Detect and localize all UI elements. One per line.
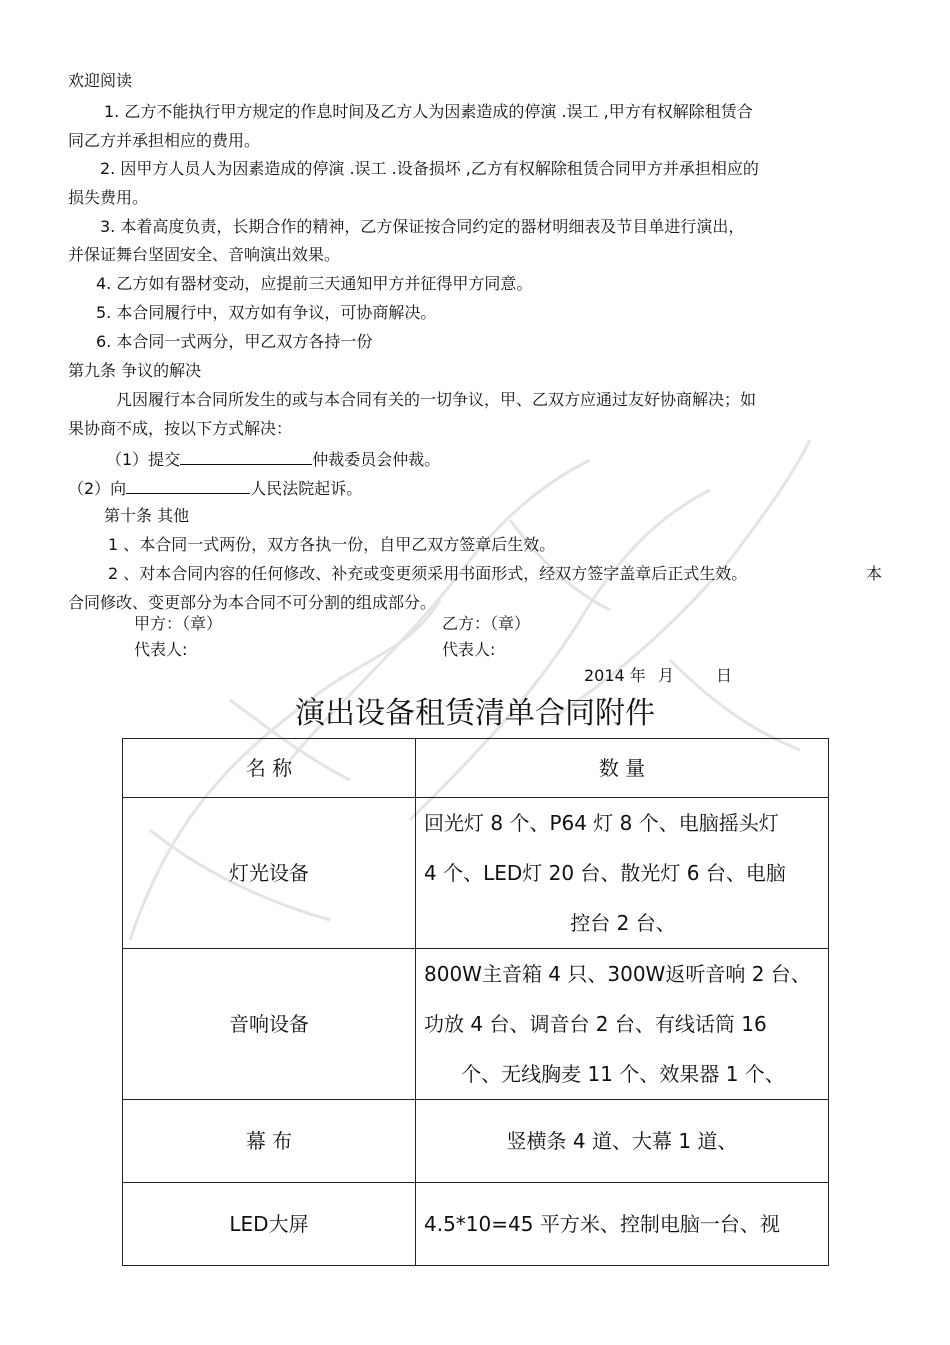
equipment-table	[122, 738, 829, 1266]
arbitration-blank	[180, 450, 312, 465]
row-lighting-quantity	[416, 798, 829, 949]
qty-line: 4 个、LED灯 20 台、散光灯 6 台、电脑	[424, 861, 786, 885]
sign-year: 2014 年	[584, 666, 646, 685]
sign-day: 日	[716, 666, 733, 685]
article-10-item-2-cont: 合同修改、变更部分为本合同不可分割的组成部分。	[68, 593, 437, 612]
table-row	[123, 1183, 829, 1266]
row-led-screen-quantity: 4.5*10=45 平方米、控制电脑一台、视	[416, 1183, 829, 1266]
qty-line: 控台 2 台、	[570, 911, 676, 935]
clause-6: 6. 本合同一式两分，甲乙双方各持一份	[96, 332, 373, 351]
party-a-seal: 甲方：（章）	[134, 614, 223, 633]
option-2-suffix: 人民法院起诉。	[250, 479, 363, 498]
qty-line: 功放 4 台、调音台 2 台、有线话筒 16	[424, 1012, 767, 1036]
clause-2-line-1: 2. 因甲方人员人为因素造成的停演 .误工 .设备损坏 ,乙方有权解除租赁合同甲方并承担相应的	[100, 159, 759, 178]
article-9-para-line-1: 凡因履行本合同所发生的或与本合同有关的一切争议，甲、乙双方应通过友好协商解决；如	[116, 390, 757, 409]
header-name: 名 称	[123, 739, 416, 798]
dispute-option-2	[68, 479, 362, 498]
table-header-row	[123, 739, 829, 798]
clause-1-line-2: 同乙方并承担相应的费用。	[68, 131, 261, 150]
article-9-para-line-2: 果协商不成，按以下方式解决：	[68, 419, 293, 438]
qty-line: 个、无线胸麦 11 个、效果器 1 个、	[461, 1062, 785, 1086]
option-2-prefix: （2）向	[68, 479, 127, 498]
party-b-seal: 乙方：（章）	[442, 614, 531, 633]
article-10-item-1: 1 、本合同一式两份，双方各执一份，自甲乙双方签章后生效。	[108, 535, 556, 554]
header-quantity: 数 量	[416, 739, 829, 798]
table-row	[123, 949, 829, 1100]
table-row	[123, 798, 829, 949]
party-a-representative: 代表人:	[134, 640, 188, 659]
dispute-option-1	[106, 450, 440, 469]
option-1-prefix: （1）提交	[106, 450, 181, 469]
sign-month: 月	[658, 666, 675, 685]
article-10-item-2: 2 、对本合同内容的任何修改、补充或变更须采用书面形式，经双方签字盖章后正式生效。	[108, 564, 748, 583]
welcome-text: 欢迎阅读	[68, 71, 133, 90]
qty-line: 800W主音箱 4 只、300W返听音响 2 台、	[424, 962, 811, 986]
row-curtain-quantity: 竖横条 4 道、大幕 1 道、	[416, 1100, 829, 1183]
clause-3-line-2: 并保证舞台坚固安全、音响演出效果。	[68, 245, 341, 264]
row-curtain-name: 幕 布	[123, 1100, 416, 1183]
row-audio-name: 音响设备	[123, 949, 416, 1100]
party-b-representative: 代表人:	[442, 640, 496, 659]
row-lighting-name: 灯光设备	[123, 798, 416, 949]
court-blank	[126, 479, 250, 494]
clause-3-line-1: 3. 本着高度负责，长期合作的精神，乙方保证按合同约定的器材明细表及节目单进行演出，	[100, 217, 745, 236]
article-10-heading: 第十条 其他	[104, 506, 190, 525]
row-audio-quantity	[416, 949, 829, 1100]
clause-1-line-1: 1. 乙方不能执行甲方规定的作息时间及乙方人为因素造成的停演 .误工 ,甲方有权解除租赁合	[104, 102, 753, 121]
clause-2-line-2: 损失费用。	[68, 188, 149, 207]
qty-line: 回光灯 8 个、P64 灯 8 个、电脑摇头灯	[424, 811, 779, 835]
option-1-suffix: 仲裁委员会仲裁。	[312, 450, 441, 469]
clause-5: 5. 本合同履行中，双方如有争议，可协商解决。	[96, 303, 437, 322]
clause-4: 4. 乙方如有器材变动，应提前三天通知甲方并征得甲方同意。	[96, 274, 533, 293]
table-row	[123, 1100, 829, 1183]
attachment-title: 演出设备租赁清单合同附件	[295, 696, 655, 731]
article-9-heading: 第九条 争议的解决	[68, 361, 202, 380]
row-led-screen-name: LED大屏	[123, 1183, 416, 1266]
article-10-item-2-tail: 本	[866, 564, 883, 583]
